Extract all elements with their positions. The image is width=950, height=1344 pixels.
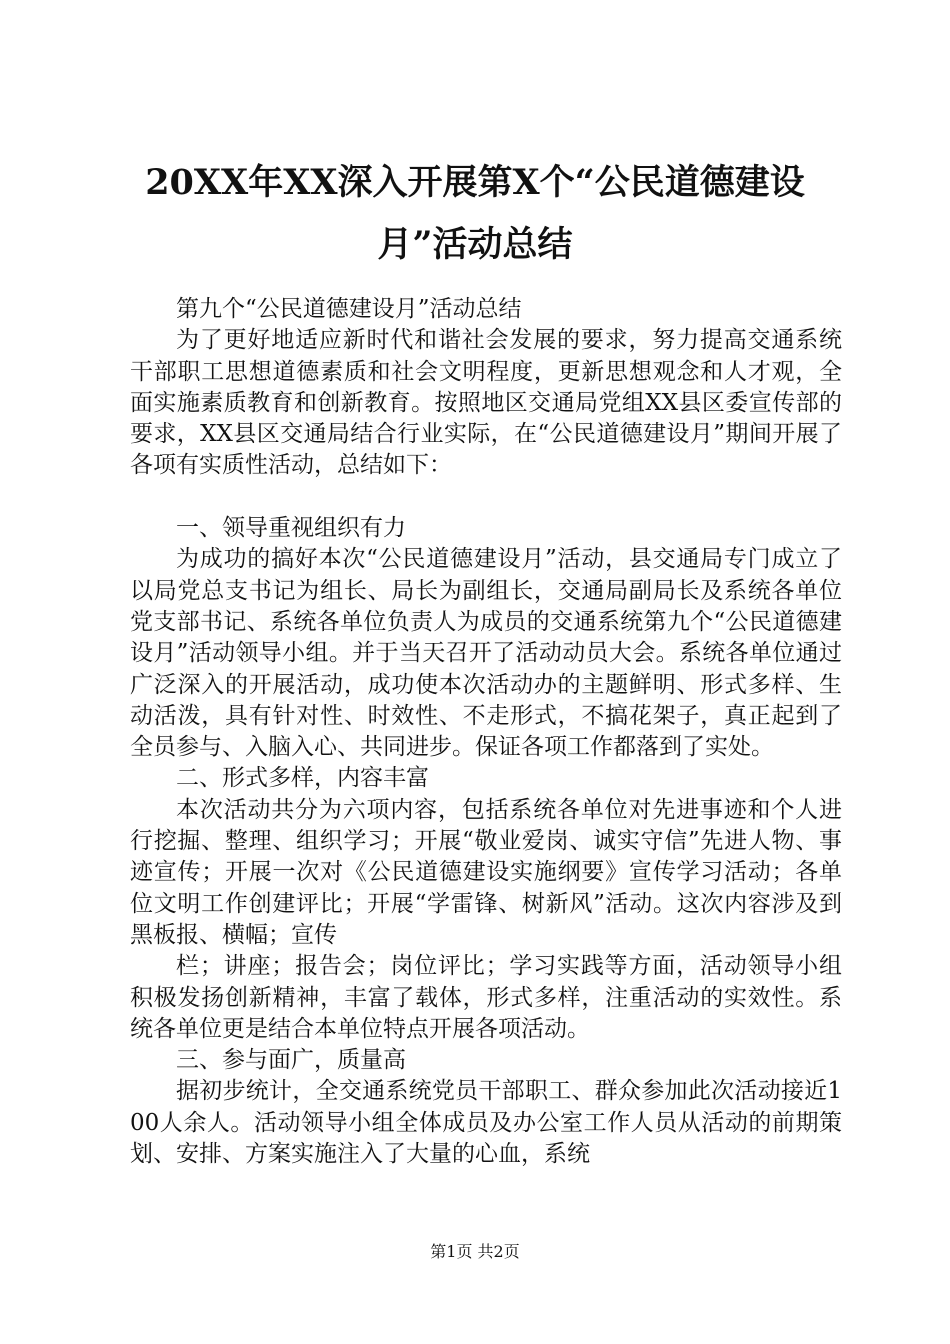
- section-1-heading: 一、领导重视组织有力: [176, 515, 406, 542]
- section-2-paragraph-b: 栏；讲座；报告会；岗位评比；学习实践等方面，活动领导小组积极发扬创新精神，丰富了载体，形式多样，注重活动的实效性。系统各单位更是结合本单位特点开展各项活动。: [130, 953, 842, 1042]
- page-number-footer: 第1页 共2页: [430, 1242, 520, 1261]
- title-line-1: 20XX年XX深入开展第X个“公民道德建设: [145, 162, 805, 203]
- section-2-paragraph-a: 本次活动共分为六项内容，包括系统各单位对先进事迹和个人进行挖掘、整理、组织学习；开展“敬业爱岗、诚实守信”先进人物、事迹宣传；开展一次对《公民道德建设实施纲要》宣传学习活动；各单位文明工作创建评比；开展“学雷锋、树新风”活动。这次内容涉及到黑板报、横幅；宣传: [130, 796, 842, 948]
- document-subtitle: 第九个“公民道德建设月”活动总结: [176, 296, 522, 322]
- title-line-2: 月”活动总结: [377, 224, 573, 265]
- document-body: [130, 294, 842, 1170]
- intro-paragraph: 为了更好地适应新时代和谐社会发展的要求，努力提高交通系统干部职工思想道德素质和社会文明程度，更新思想观念和人才观，全面实施素质教育和创新教育。按照地区交通局党组XX县区委宣传部的要求，XX县区交通局结合行业实际，在“公民道德建设月”期间开展了各项有实质性活动，总结如下：: [130, 327, 842, 479]
- section-2-heading: 二、形式多样，内容丰富: [176, 765, 429, 792]
- document-title: [100, 152, 850, 276]
- section-1-paragraph: 为成功的搞好本次“公民道德建设月”活动，县交通局专门成立了以局党总支书记为组长、局长为副组长，交通局副局长及系统各单位党支部书记、系统各单位负责人为成员的交通系统第九个“公民道德建设月”活动领导小组。并于当天召开了活动动员大会。系统各单位通过广泛深入的开展活动，成功使本次活动办的主题鲜明、形式多样、生动活泼，具有针对性、时效性、不走形式，不搞花架子，真正起到了全员参与、入脑入心、共同进步。保证各项工作都落到了实处。: [130, 546, 842, 761]
- section-3-heading: 三、参与面广，质量高: [176, 1047, 406, 1074]
- paragraph-gap: [130, 482, 842, 513]
- section-3-paragraph: 据初步统计，全交通系统党员干部职工、群众参加此次活动接近100人余人。活动领导小组全体成员及办公室工作人员从活动的前期策划、安排、方案实施注入了大量的心血，系统: [130, 1078, 842, 1168]
